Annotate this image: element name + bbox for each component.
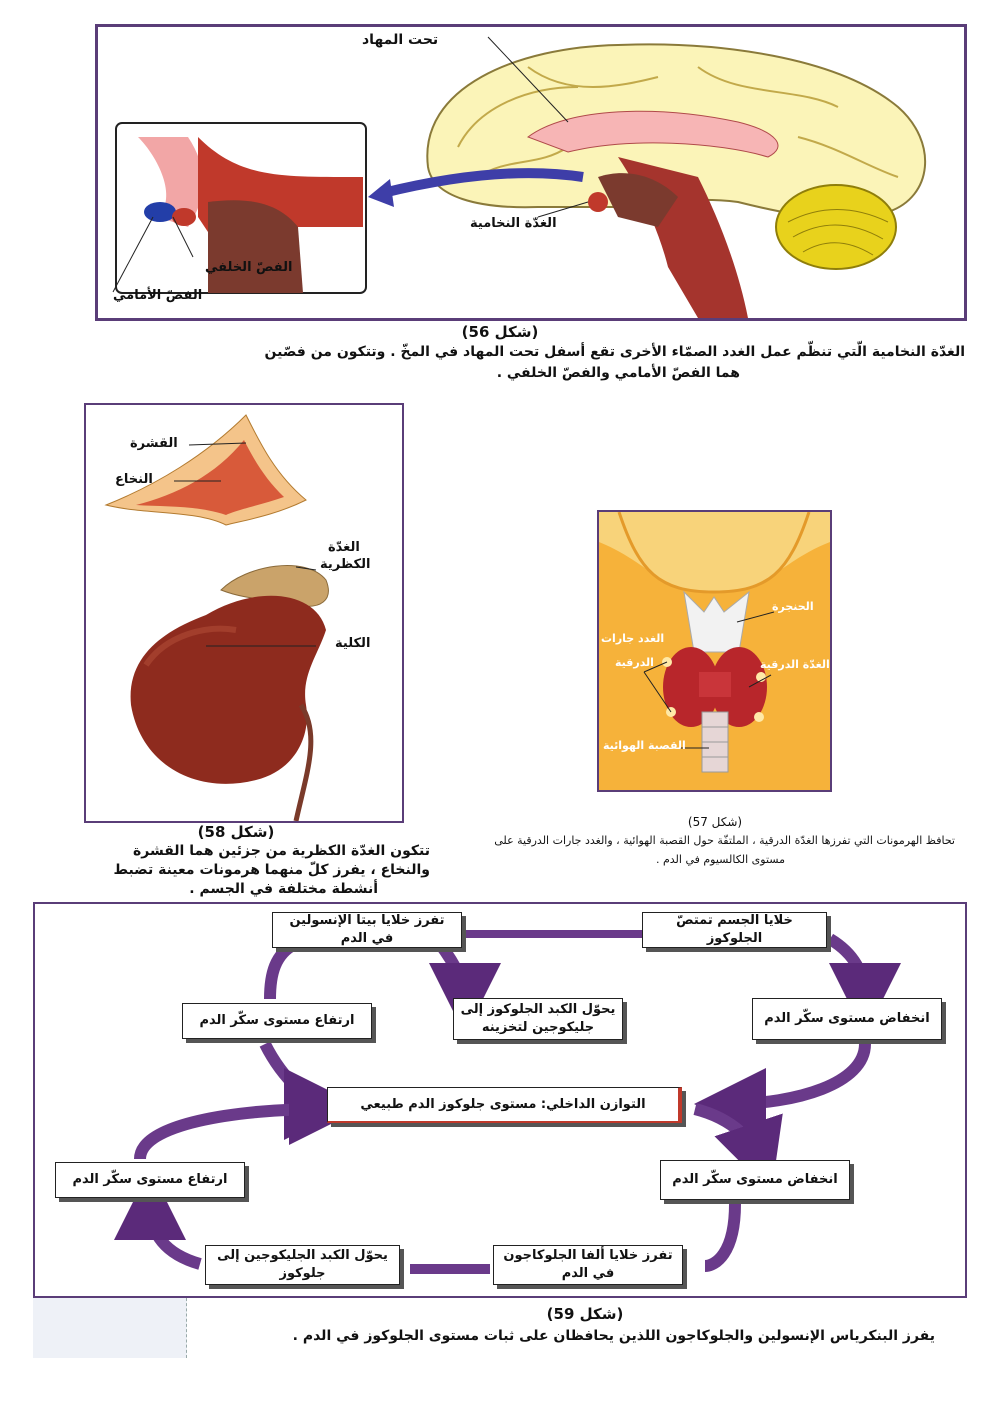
label-adrenal-2: الكظرية xyxy=(320,557,371,572)
label-pituitary: الغدّة النخامية xyxy=(470,216,557,231)
fig57-caption-line1: تحافظ الهرمونات التي تفرزها الغدّة الدرقية ، الملتفّة حول القصبة الهوائية ، والغدد جارات الدرقية على xyxy=(494,834,955,847)
label-thyroid: الغدّة الدرقية xyxy=(760,658,830,671)
box-rise-bottom: ارتفاع مستوى سكّر الدم xyxy=(55,1162,245,1198)
fig56-caption-title: (شكل 56) xyxy=(461,323,539,341)
box-drop-bottom: انخفاض مستوى سكّر الدم xyxy=(660,1160,850,1200)
box-liver-release: يحوّل الكبد الجليكوجين إلى جلوكوز xyxy=(205,1245,400,1285)
box-cells-absorb-glucose: خلايا الجسم تمتصّ الجلوكوز xyxy=(642,912,827,948)
label-hypothalamus: تحت المهاد xyxy=(362,32,439,48)
fig59-caption-line1: يفرز البنكرياس الإنسولين والجلوكاجون اللذين يحافظان على ثبات مستوى الجلوكوز في الدم . xyxy=(292,1328,935,1344)
label-parathyroid-1: الغدد جارات xyxy=(601,632,665,645)
label-medulla: النخاع xyxy=(115,472,153,487)
box-drop-top: انخفاض مستوى سكّر الدم xyxy=(752,998,942,1040)
dotted-margin-panel xyxy=(33,1298,187,1358)
label-cortex: القشرة xyxy=(130,436,178,451)
fig57-caption-title: (شكل 57) xyxy=(687,815,743,829)
label-posterior-lobe: الفصّ الخلفي xyxy=(205,260,293,275)
box-homeostasis: التوازن الداخلي: مستوى جلوكوز الدم طبيعي xyxy=(327,1087,682,1123)
fig56-caption-line2: هما الفصّ الأمامي والفصّ الخلفي . xyxy=(496,365,740,381)
label-anterior-lobe: الفصّ الأمامي xyxy=(113,288,203,303)
label-trachea: القصبة الهوائية xyxy=(603,739,686,752)
fig56-caption-line1: الغدّة النخامية الّتي تنظّم عمل الغدد الصمّاء الأخرى تقع أسفل تحت المهاد في المخّ . وتتكون من فصّين xyxy=(264,344,965,360)
box-beta-insulin: تفرز خلايا بيتا الإنسولين في الدم xyxy=(272,912,462,948)
fig58-caption-title: (شكل 58) xyxy=(197,823,275,841)
box-rise-top: ارتفاع مستوى سكّر الدم xyxy=(182,1003,372,1039)
adrenal-kidney-illustration xyxy=(86,405,402,821)
fig58-caption-line2: والنخاع ، يفرز كلّ منهما هرمونات معينة تضبط xyxy=(113,862,430,878)
fig57-caption-line2: مستوى الكالسيوم في الدم . xyxy=(655,853,785,866)
label-adrenal-1: الغدّة xyxy=(328,540,360,555)
label-parathyroid-2: الدرقية xyxy=(615,656,654,669)
fig58-caption-line1: تتكون الغدّة الكظرية من جزئين هما القشرة xyxy=(132,843,430,859)
label-larynx: الحنجرة xyxy=(772,600,814,613)
fig59-caption-title: (شكل 59) xyxy=(546,1305,624,1323)
fig58-caption-line3: أنشطة مختلفة في الجسم . xyxy=(189,881,378,897)
box-alpha-glucagon: تفرز خلايا ألفا الجلوكاجون في الدم xyxy=(493,1245,683,1285)
box-liver-store: يحوّل الكبد الجلوكوز إلى جليكوجين لتخزينه xyxy=(453,998,623,1040)
label-kidney: الكلية xyxy=(335,636,371,651)
